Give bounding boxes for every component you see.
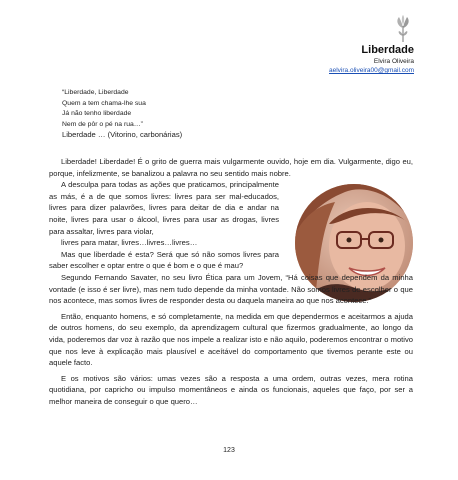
- paragraph: Então, enquanto homens, e só completamente, na medida em que dependermos e aceitarmos a ajuda de outros homens, do seu exemplo, da aprendizagem cultural que fizermos gradualmente, ao longo da vida, poderemos dar voz à razão que nos impele a realizar isto e não aquilo, poderemos encontrar o motivo que nos leve à explicação mais plausível e aceítável do comportamento que tivemos perante este ou aquele facto.: [49, 311, 413, 368]
- author-name: Elvira Oliveira: [373, 58, 414, 65]
- paragraph: livres para matar, livres…livres…livres…: [61, 238, 198, 248]
- article-title: Liberdade: [361, 44, 414, 56]
- paragraph: Mas que liberdade é esta? Será que só não somos livres para saber escolher e optar entre o que é bom e o que é mau?: [49, 249, 279, 271]
- poem-line: Já não tenho liberdade: [62, 110, 132, 118]
- poem-line: Nem de pôr o pé na rua…”: [62, 120, 143, 128]
- quill-flower-icon: [393, 14, 413, 44]
- paragraph: E os motivos são vários: umas vezes são a resposta a uma ordem, outras vezes, mera rotina quotidiana, por capricho ou impulso momentâneos e ainda os funcionais, aqueles que faço, por ser a melhor maneira de conseguir o que quero…: [49, 373, 413, 406]
- poem-credit: Liberdade … (Vitorino, carbonárias): [62, 130, 183, 140]
- paragraph: Liberdade! Liberdade! É o grito de guerra mais vulgarmente ouvido, hoje em dia. Vulgarmente, digo eu, porque, infelizmente, se banalizou a palavra no seu sentido mais nobre.: [49, 157, 413, 178]
- paragraph: A desculpa para todas as ações que praticamos, principalmente as más, é a de que somos livres: livres para ser mal-educados, livres para dizer palavrões, livres para deitar de dia e andar na noite, livres para usar o álcool, livres para usar as drogas, livres para assaltar, livres para violar,: [49, 180, 279, 236]
- poem-line: “Liberdade, Liberdade: [62, 89, 129, 96]
- author-email-link[interactable]: aelvira.oliveira00@gmail.com: [329, 67, 414, 74]
- poem-line: Quem a tem chama-lhe sua: [62, 99, 146, 107]
- article-body: [49, 156, 413, 407]
- header: [329, 44, 414, 75]
- epigraph-poem: [62, 88, 182, 141]
- paragraph: Segundo Fernando Savater, no seu livro Ética para um Jovem, “Há coisas que dependem da minha vontade (e isso é ser livre), mas nem tudo depende da minha vontade. Não somos livres de escolher o que nos acontece, mas somos livres de responder desta ou daquela maneira ao que nos acontece.”: [49, 272, 413, 306]
- page-number: 123: [223, 447, 235, 454]
